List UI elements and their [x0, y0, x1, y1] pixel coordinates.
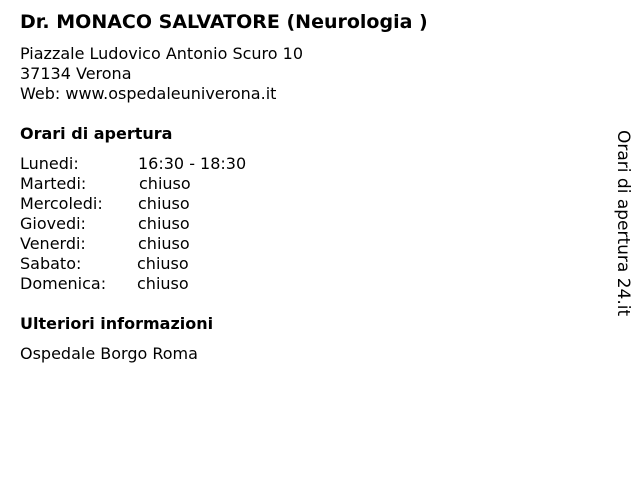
time-value: 16:30 - 18:30	[138, 154, 247, 173]
time-value: chiuso	[138, 194, 190, 213]
time-value: chiuso	[138, 234, 190, 253]
info-heading: Ulteriori informazioni	[20, 314, 214, 333]
day-label: Giovedi:	[20, 214, 86, 233]
street-address: Piazzale Ludovico Antonio Scuro 10	[20, 44, 303, 63]
time-value: chiuso	[137, 254, 189, 273]
day-label: Venerdi:	[20, 234, 86, 253]
time-value: chiuso	[138, 214, 190, 233]
info-text: Ospedale Borgo Roma	[20, 344, 198, 363]
address-block	[20, 44, 303, 104]
day-label: Sabato:	[20, 254, 82, 273]
city-address: 37134 Verona	[20, 64, 132, 83]
time-value: chiuso	[137, 274, 189, 293]
day-label: Domenica:	[20, 274, 107, 293]
day-label: Martedi:	[20, 174, 87, 193]
website-link[interactable]: Web: www.ospedaleuniverona.it	[20, 84, 277, 103]
day-label: Mercoledi:	[20, 194, 103, 213]
page-title: Dr. MONACO SALVATORE (Neurologia )	[20, 11, 428, 33]
day-label: Lunedi:	[20, 154, 79, 173]
time-value: chiuso	[139, 174, 191, 193]
hours-heading: Orari di apertura	[20, 124, 173, 143]
site-brand-vertical: Orari di apertura 24.it	[613, 130, 633, 317]
